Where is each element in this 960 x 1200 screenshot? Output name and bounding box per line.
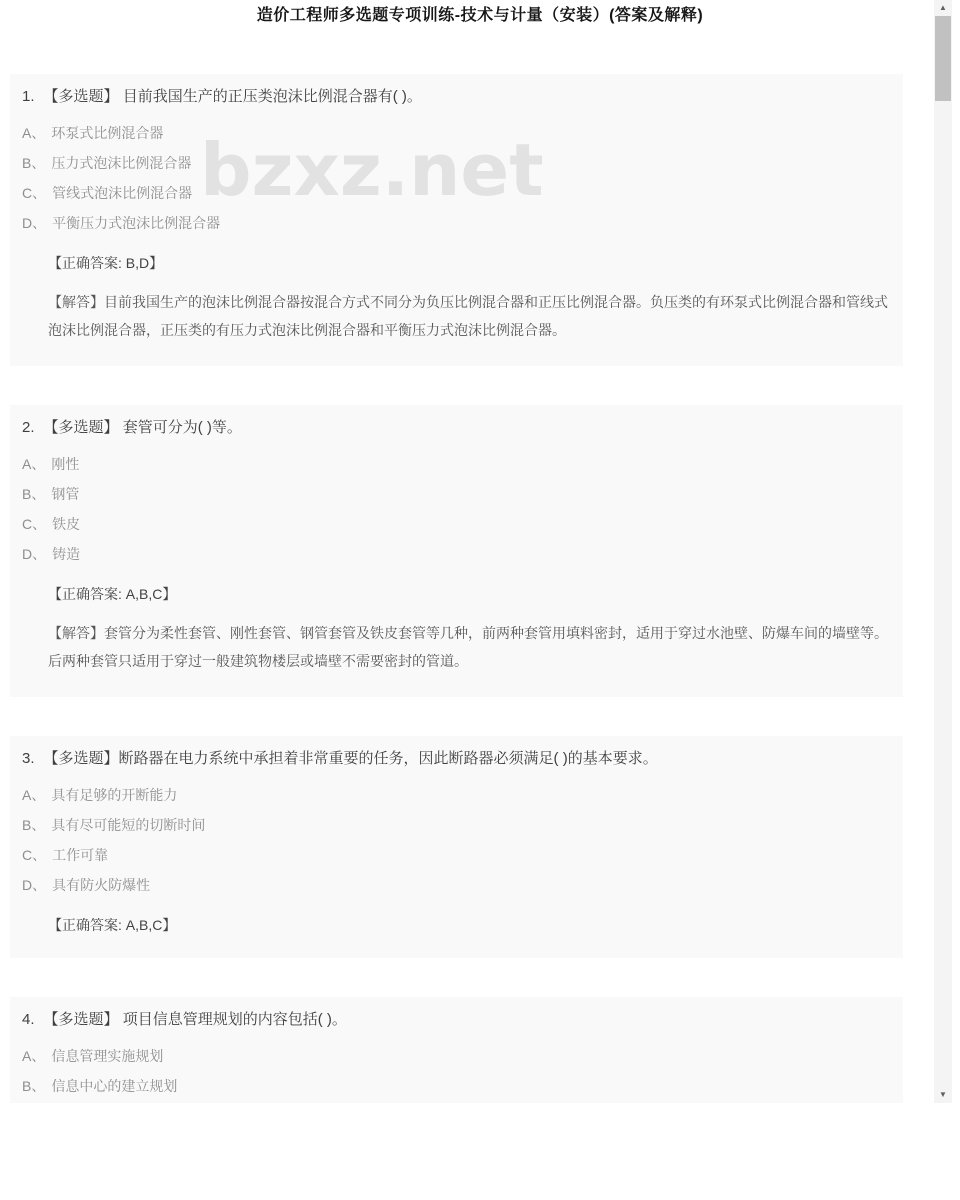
option-row xyxy=(22,122,889,144)
option-text: 压力式泡沫比例混合器 xyxy=(51,155,192,171)
option-text: 信息管理实施规划 xyxy=(51,1048,164,1064)
question-line xyxy=(22,1009,889,1031)
question-line xyxy=(22,748,889,770)
scroll-up-icon: ▲ xyxy=(939,3,947,12)
option-key: D、 xyxy=(22,546,47,562)
option-key: B、 xyxy=(22,486,46,502)
question-type-label: 【多选题】 xyxy=(43,750,119,767)
question-number: 1. xyxy=(22,88,35,105)
question-line xyxy=(22,86,889,108)
question-card-3 xyxy=(10,736,903,958)
question-number: 3. xyxy=(22,750,35,767)
option-key: C、 xyxy=(22,516,47,532)
question-text: 目前我国生产的正压类泡沫比例混合器有( )。 xyxy=(118,88,422,105)
question-card-2 xyxy=(10,405,903,697)
option-row xyxy=(22,844,889,866)
question-card-1 xyxy=(10,74,903,366)
option-text: 具有防火防爆性 xyxy=(52,877,151,893)
correct-answer: 【正确答案: B,D】 xyxy=(48,255,164,271)
option-row xyxy=(22,784,889,806)
question-number: 4. xyxy=(22,1011,35,1028)
option-text: 管线式泡沫比例混合器 xyxy=(52,185,193,201)
option-row xyxy=(22,1075,889,1097)
option-row xyxy=(22,874,889,896)
question-number: 2. xyxy=(22,419,35,436)
option-text: 环泵式比例混合器 xyxy=(51,125,164,141)
option-text: 工作可靠 xyxy=(52,847,109,863)
option-text: 钢管 xyxy=(51,486,80,502)
option-text: 铸造 xyxy=(52,546,81,562)
page-title: 造价工程师多选题专项训练-技术与计量（安装）(答案及解释) xyxy=(256,7,704,24)
option-text: 具有足够的开断能力 xyxy=(51,787,178,803)
option-key: D、 xyxy=(22,215,47,231)
option-key: B、 xyxy=(22,155,46,171)
option-text: 信息中心的建立规划 xyxy=(51,1078,178,1094)
option-row xyxy=(22,1045,889,1067)
question-text: 套管可分为( )等。 xyxy=(118,419,242,436)
question-card-4 xyxy=(10,997,903,1103)
option-text: 平衡压力式泡沫比例混合器 xyxy=(52,215,221,231)
explanation: 【解答】套管分为柔性套管、刚性套管、钢管套管及铁皮套管等几种，前两种套管用填料密封，适用于穿过水池壁、防爆车间的墙壁等。后两种套管只适用于穿过一般建筑物楼层或墙壁不需要密封的管道。 xyxy=(48,625,888,669)
option-row xyxy=(22,453,889,475)
scroll-up-button[interactable] xyxy=(934,0,952,16)
question-type-label: 【多选题】 xyxy=(43,419,119,436)
question-text: 断路器在电力系统中承担着非常重要的任务，因此断路器必须满足( )的基本要求。 xyxy=(118,750,658,767)
correct-answer: 【正确答案: A,B,C】 xyxy=(48,917,177,933)
option-key: B、 xyxy=(22,817,46,833)
scroll-down-button[interactable] xyxy=(934,1087,952,1103)
option-key: A、 xyxy=(22,1048,46,1064)
option-key: A、 xyxy=(22,456,46,472)
explanation: 【解答】目前我国生产的泡沫比例混合器按混合方式不同分为负压比例混合器和正压比例混合器。负压类的有环泵式比例混合器和管线式泡沫比例混合器，正压类的有压力式泡沫比例混合器和平衡压力式泡沫比例混合器。 xyxy=(48,294,888,338)
scroll-down-icon: ▼ xyxy=(939,1090,947,1099)
option-key: D、 xyxy=(22,877,47,893)
option-row xyxy=(22,483,889,505)
option-row xyxy=(22,152,889,174)
question-text: 项目信息管理规划的内容包括( )。 xyxy=(118,1011,347,1028)
option-key: C、 xyxy=(22,847,47,863)
option-text: 铁皮 xyxy=(52,516,81,532)
correct-answer: 【正确答案: A,B,C】 xyxy=(48,586,177,602)
option-text: 具有尽可能短的切断时间 xyxy=(51,817,206,833)
option-key: C、 xyxy=(22,185,47,201)
question-type-label: 【多选题】 xyxy=(43,1011,119,1028)
question-type-label: 【多选题】 xyxy=(43,88,119,105)
watermark-text: bzxz.net xyxy=(200,128,544,212)
option-key: A、 xyxy=(22,787,46,803)
option-text: 刚性 xyxy=(51,456,80,472)
question-list xyxy=(0,74,960,1103)
option-row xyxy=(22,513,889,535)
scrollbar-track[interactable] xyxy=(934,0,952,1103)
option-row xyxy=(22,182,889,204)
option-row xyxy=(22,212,889,234)
option-row xyxy=(22,814,889,836)
scroll-thumb[interactable] xyxy=(935,16,951,101)
option-key: B、 xyxy=(22,1078,46,1094)
question-line xyxy=(22,417,889,439)
option-row xyxy=(22,543,889,565)
option-key: A、 xyxy=(22,125,46,141)
